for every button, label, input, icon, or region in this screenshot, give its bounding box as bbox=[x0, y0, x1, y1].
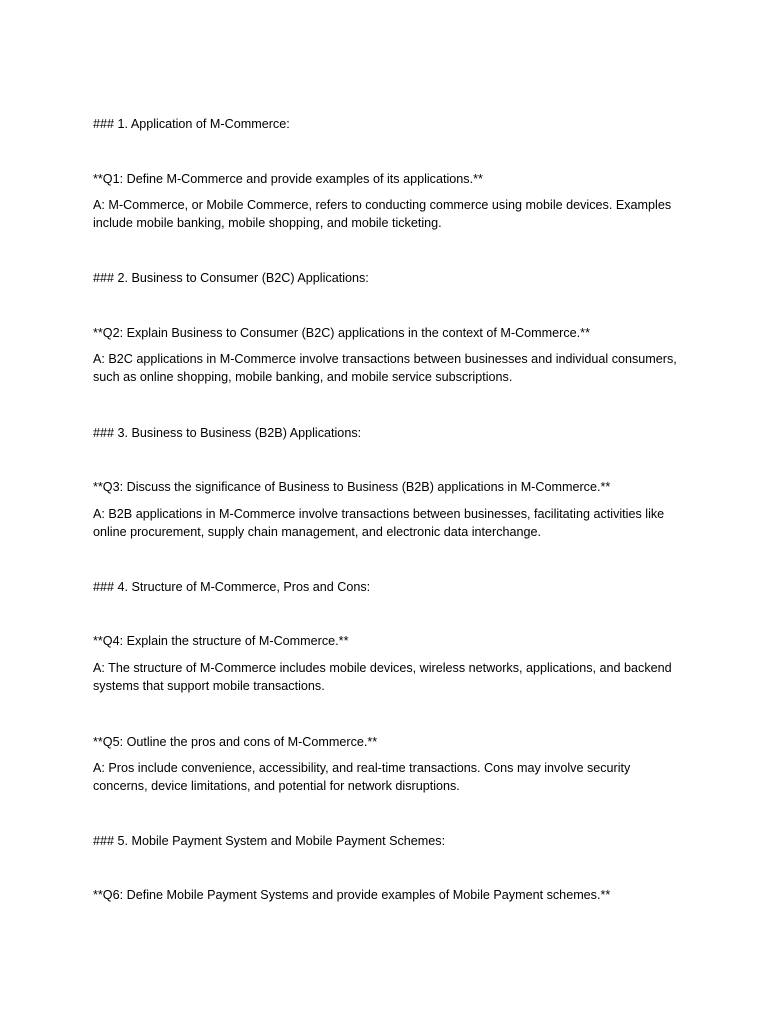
answer-1: A: M-Commerce, or Mobile Commerce, refers to conducting commerce using mobile devices. Examples include mobile banking, mobile shopping, and mobile ticketing. bbox=[93, 198, 672, 230]
answer-2: A: B2C applications in M-Commerce involve transactions between businesses and individual consumers, such as online shopping, mobile banking, and mobile service subscriptions. bbox=[93, 352, 677, 384]
answer-4: A: The structure of M-Commerce includes mobile devices, wireless networks, applications, and backend systems that support mobile transactions. bbox=[93, 661, 672, 693]
question-3: **Q3: Discuss the significance of Business to Business (B2B) applications in M-Commerce.** bbox=[93, 480, 611, 494]
answer-3: A: B2B applications in M-Commerce involve transactions between businesses, facilitating activities like online procurement, supply chain management, and electronic data interchange. bbox=[93, 507, 665, 539]
answer-5: A: Pros include convenience, accessibility, and real-time transactions. Cons may involve security concerns, device limitations, and potential for network disruptions. bbox=[93, 761, 631, 793]
section-heading-1: ### 1. Application of M-Commerce: bbox=[93, 117, 290, 131]
question-6: **Q6: Define Mobile Payment Systems and provide examples of Mobile Payment schemes.** bbox=[93, 888, 611, 902]
question-2: **Q2: Explain Business to Consumer (B2C) applications in the context of M-Commerce.** bbox=[93, 326, 590, 340]
section-heading-2: ### 2. Business to Consumer (B2C) Applications: bbox=[93, 271, 369, 285]
section-heading-5: ### 5. Mobile Payment System and Mobile Payment Schemes: bbox=[93, 834, 446, 848]
section-heading-4: ### 4. Structure of M-Commerce, Pros and Cons: bbox=[93, 580, 371, 594]
section-heading-3: ### 3. Business to Business (B2B) Applications: bbox=[93, 426, 362, 440]
question-4: **Q4: Explain the structure of M-Commerce.** bbox=[93, 634, 349, 648]
question-1: **Q1: Define M-Commerce and provide examples of its applications.** bbox=[93, 172, 483, 186]
question-5: **Q5: Outline the pros and cons of M-Commerce.** bbox=[93, 735, 378, 749]
